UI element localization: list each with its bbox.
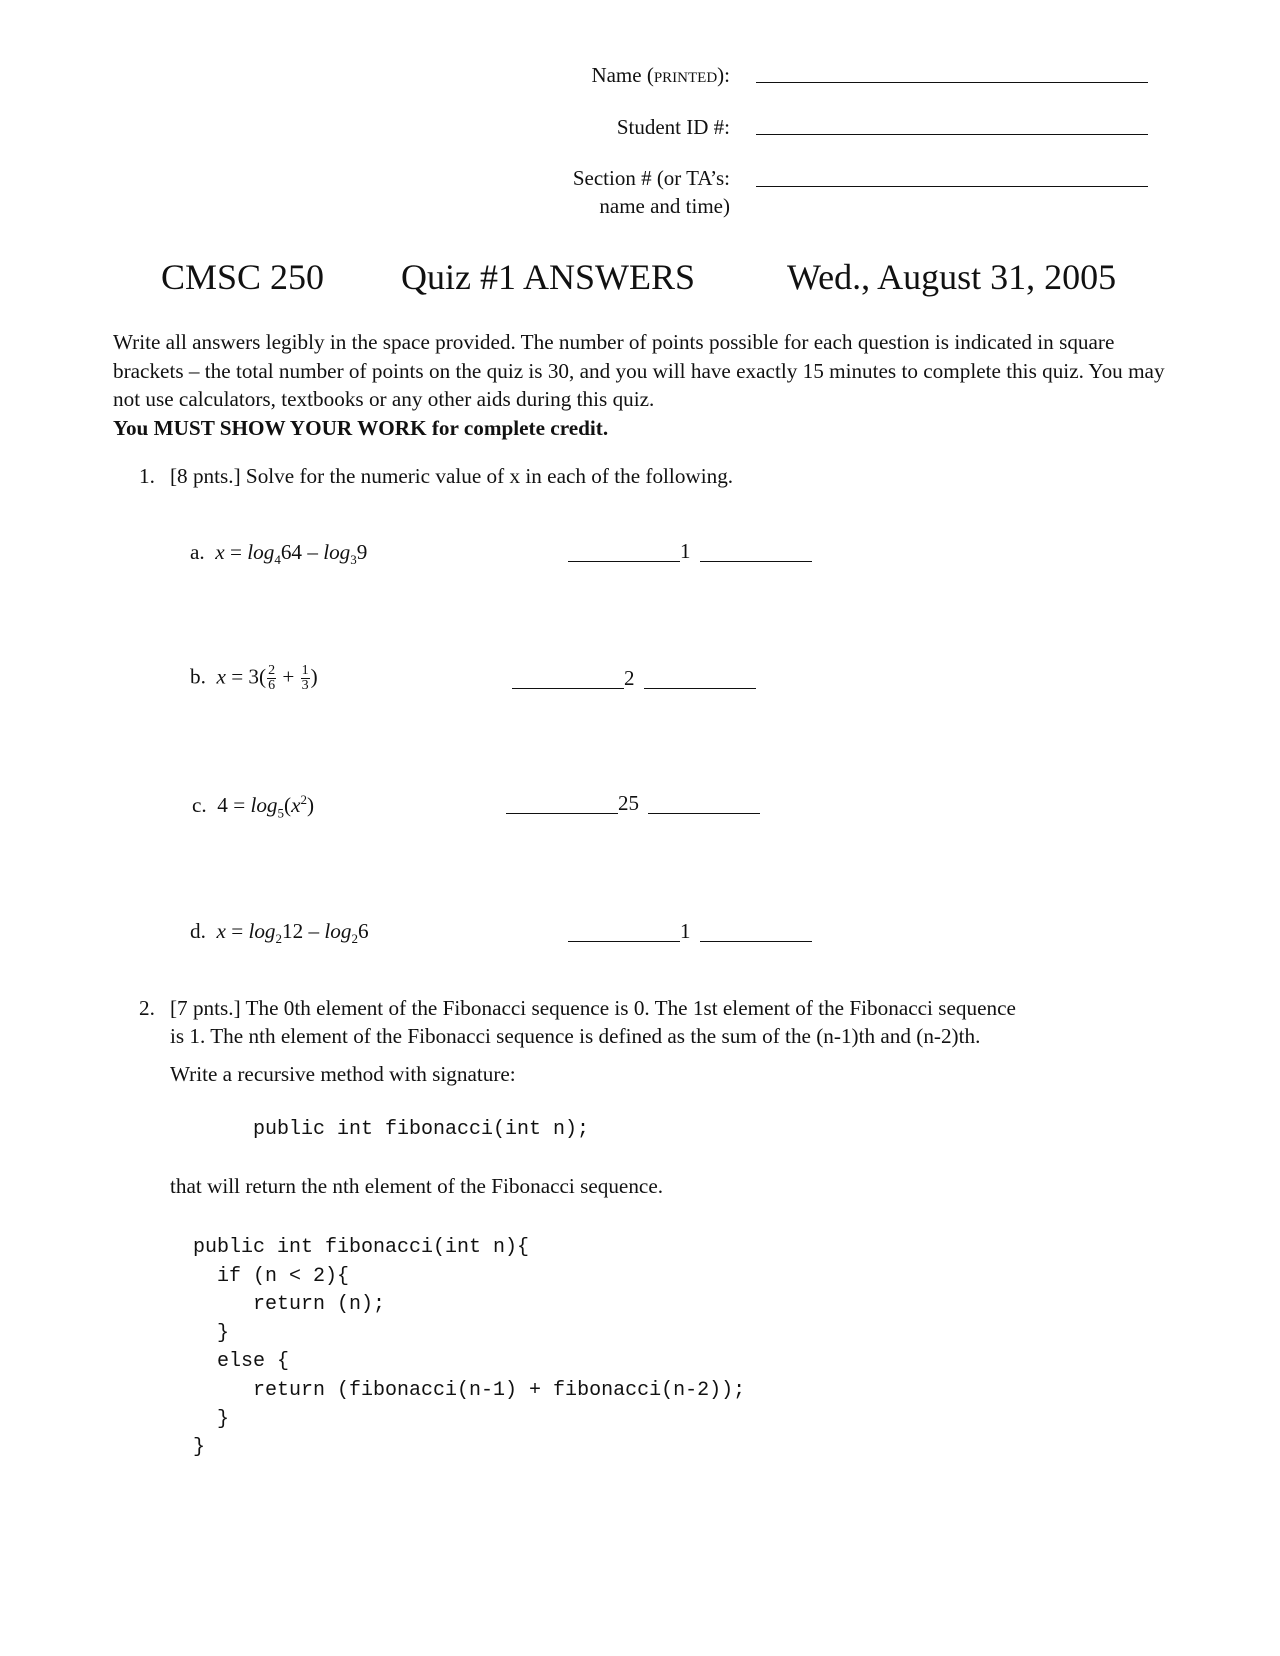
q2-text: [7 pnts.] The 0th element of the Fibonacci sequence is 0. The 1st element of the Fibonacci sequence is 1. The nth element of the Fibonacci sequence is defined as the sum of the (n-1)th and (n-2)th. Write a recursive method with signature: — [170, 996, 1016, 1086]
q1-number: 1. — [139, 464, 155, 488]
q1-part-b: b. x = 3( $\frac{2}{6}$ + $\frac{1}{3}$ ) — [190, 663, 318, 693]
q1-text: [8 pnts.] Solve for the numeric value of x in each of the following. — [170, 464, 734, 488]
course-title: CMSC 250 — [161, 257, 325, 297]
instructions: Write all answers legibly in the space provided. The number of points possible for each question is indicated in square brackets – the total number of points on the quiz is 30, and you will have exactly 15 minutes to complete this quiz. You may not use calculators, textbooks or any other aids during this quiz. You MUST SHOW YOUR WORK for complete credit. — [113, 330, 1165, 440]
answer-b: 2 — [624, 666, 635, 690]
student-id-field[interactable] — [756, 134, 1148, 135]
answer-a: 1 — [680, 539, 691, 563]
show-work-note: You MUST SHOW YOUR WORK for complete credit. — [113, 415, 609, 440]
section-label: Section # (or TA’s: name and time) — [572, 166, 730, 218]
name-field[interactable] — [756, 82, 1148, 83]
answer-line[interactable] — [568, 941, 680, 942]
answer-line[interactable] — [700, 561, 812, 562]
answer-line[interactable] — [512, 688, 624, 689]
answer-line[interactable] — [506, 813, 618, 814]
q2-number: 2. — [139, 996, 155, 1020]
quiz-date: Wed., August 31, 2005 — [787, 257, 1117, 297]
student-id-label: Student ID #: — [616, 115, 730, 139]
method-signature: public int fibonacci(int n); — [253, 1118, 590, 1141]
answer-c: 25 — [618, 791, 639, 815]
answer-line[interactable] — [700, 941, 812, 942]
answer-code: public int fibonacci(int n){ if (n < 2){ return (n); } else { return (fibonacci(n-1) + fibonacci(n-2)); } } — [193, 1236, 746, 1460]
q2-followup: that will return the nth element of the Fibonacci sequence. — [170, 1174, 664, 1198]
answer-line[interactable] — [644, 688, 756, 689]
answer-d: 1 — [680, 919, 691, 943]
answer-line[interactable] — [568, 561, 680, 562]
q1-part-a: a. $x = \log_464 - \log_39$ — [190, 540, 368, 568]
quiz-title: Quiz #1 ANSWERS — [401, 257, 696, 297]
section-field[interactable] — [756, 186, 1148, 187]
q1-part-c: c. $4 = \log_5(x^2)$ — [192, 792, 315, 821]
answer-line[interactable] — [648, 813, 760, 814]
name-label: Name (printed): — [591, 63, 730, 87]
q1-part-d: d. $x = \log_212 - \log_26$ — [190, 919, 369, 947]
